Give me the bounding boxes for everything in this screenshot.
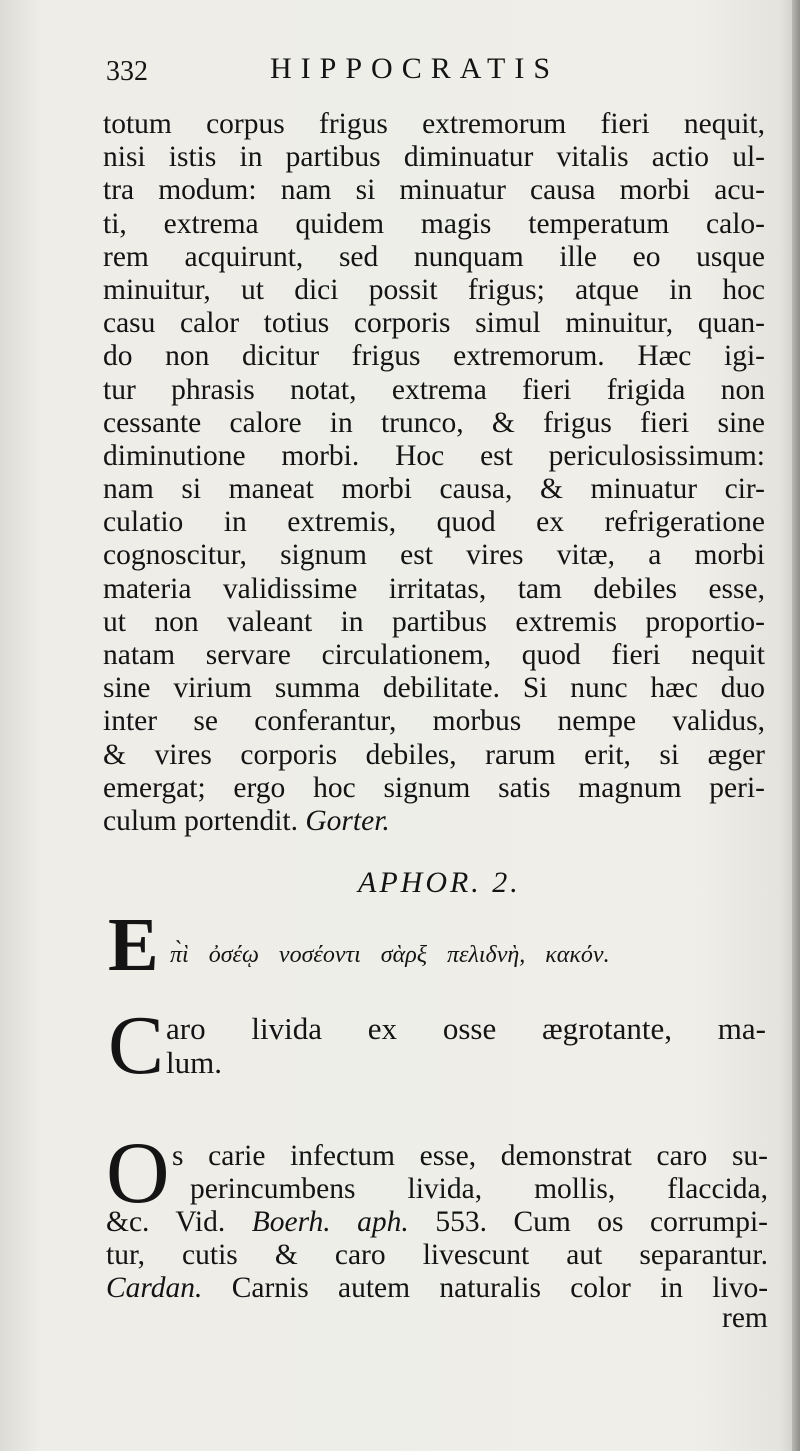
drop-cap-e: E <box>108 903 159 987</box>
text-line: ut non valeant in partibus extremis proportio- <box>103 605 765 638</box>
text-line: rem acquirunt, sed nunquam ille eo usque <box>103 240 765 273</box>
text-fragment: Carnis autem naturalis color in livo- <box>231 1272 769 1304</box>
author-citation: Cardan. <box>106 1272 203 1304</box>
text-line: do non dicitur frigus extremorum. Hæc igi- <box>103 340 765 373</box>
text-line <box>106 1206 768 1239</box>
page-number: 332 <box>106 56 148 87</box>
running-head: HIPPOCRATIS <box>270 52 560 85</box>
text-line: & vires corporis debiles, rarum erit, si æger <box>103 738 765 771</box>
author-citation: Gorter. <box>305 804 390 837</box>
text-line: natam servare circulationem, quod fieri nequit <box>103 639 765 671</box>
commentary-paragraph-2 <box>106 1125 769 1340</box>
commentary-paragraph <box>103 108 765 838</box>
text-line: tur, cutis & caro livescunt aut separantur. <box>106 1239 768 1271</box>
aphorism-heading: APHOR. 2. <box>358 866 521 899</box>
page-header <box>106 52 666 92</box>
text-line: cessante calore in trunco, & frigus fieri sine <box>103 406 765 439</box>
drop-cap-c: C <box>108 999 165 1092</box>
drop-cap-o: O <box>106 1125 170 1222</box>
text-line-end: culum portendit. <box>103 804 298 837</box>
catchword: rem <box>722 1302 768 1334</box>
text-line: sine virium summa debilitate. Si nunc hæc duo <box>103 672 765 705</box>
text-line: ti, extrema quidem magis temperatum calo- <box>103 207 765 240</box>
text-line: perincumbens livida, mollis, flaccida, <box>190 1173 768 1205</box>
latin-aphorism <box>108 999 768 1092</box>
greek-text: π̀ὶ ὀσέῳ νοσέοντι σὰρξ πελιδνὴ, κακόν. <box>170 942 610 968</box>
text-line: inter se conferantur, morbus nempe validus, <box>103 705 765 738</box>
reference-citation: Boerh. aph. <box>251 1206 409 1238</box>
page-edge-shadow <box>792 0 800 1451</box>
text-line-last <box>103 805 765 838</box>
text-line: nisi istis in partibus diminuatur vitalis actio ul- <box>103 141 765 174</box>
latin-text-line: aro livida ex osse ægrotante, ma- <box>166 1011 766 1046</box>
text-line: casu calor totius corporis simul minuitur, quan- <box>103 307 765 340</box>
text-line: s carie infectum esse, demonstrat caro su- <box>172 1140 768 1172</box>
text-line: minuitur, ut dici possit frigus; atque in hoc <box>103 273 765 306</box>
text-line: diminutione morbi. Hoc est periculosissimum: <box>103 439 765 472</box>
text-line: emergat; ergo hoc signum satis magnum peri- <box>103 771 765 804</box>
greek-aphorism <box>108 903 768 987</box>
text-line: totum corpus frigus extremorum fieri nequit, <box>103 108 765 140</box>
text-line: materia validissime irritatas, tam debiles esse, <box>103 572 765 605</box>
text-line <box>106 1272 768 1305</box>
text-line: tra modum: nam si minuatur causa morbi acu- <box>103 174 765 207</box>
text-fragment: 553. Cum os corrumpi- <box>435 1206 768 1238</box>
text-line: culatio in extremis, quod ex refrigeratione <box>103 506 765 539</box>
text-fragment: &c. Vid. <box>106 1206 226 1238</box>
text-line: cognoscitur, signum est vires vitæ, a morbi <box>103 539 765 572</box>
latin-text-line: lum. <box>166 1045 222 1080</box>
text-line: nam si maneat morbi causa, & minuatur cir- <box>103 473 765 506</box>
text-line: tur phrasis notat, extrema fieri frigida non <box>103 373 765 406</box>
